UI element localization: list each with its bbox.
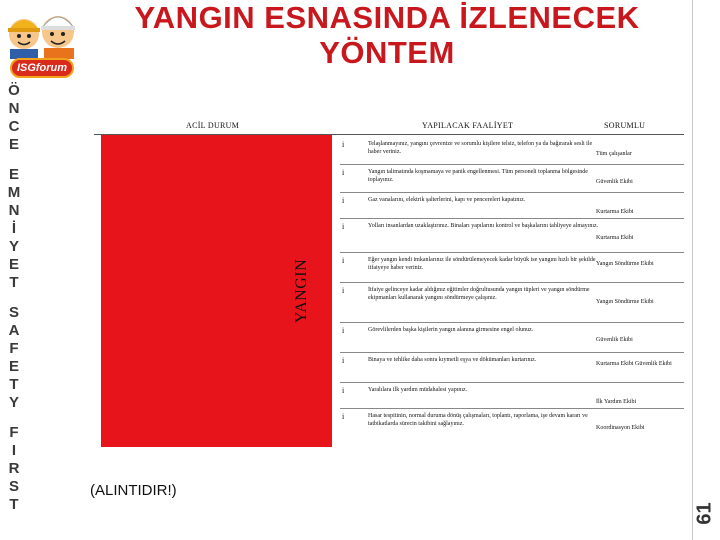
side-letter: E	[8, 136, 19, 153]
row-activity: Görevlilerden başka kişilerin yangın alanına girmesine engel olunuz.	[368, 327, 534, 333]
row-activity: Eğer yangın kendi imkanlarınız ile söndürülemeyecek kadar büyük ise yangını hızlı bir şekilde itfaiyeye haber veriniz.	[368, 257, 596, 271]
row-activity: Yaralılara ilk yardım müdahalesi yapınız.	[368, 387, 468, 393]
side-letter: R	[8, 460, 20, 477]
side-letter: Y	[8, 238, 19, 255]
row-bullet: i	[342, 196, 345, 205]
row-divider	[340, 382, 684, 383]
row-responsible: Güvenlik Ekibi	[596, 337, 633, 343]
isgforum-logo	[2, 2, 84, 80]
row-activity: Yangın talimatında koşmamaya ve panik engellenmesi. Tüm personeli toplanma bölgesinde toplayınız.	[368, 169, 588, 183]
row-divider	[340, 408, 684, 409]
workers-mascot-icon	[2, 2, 84, 62]
row-responsible: Koordinasyon Ekibi	[596, 425, 645, 431]
side-letter: A	[8, 322, 20, 339]
side-letter: N	[8, 202, 20, 219]
side-letter-gap	[4, 154, 24, 166]
header-acil-durum: ACİL DURUM	[186, 121, 240, 130]
row-responsible: Yangın Söndürme Ekibi	[596, 261, 654, 267]
row-responsible: Kurtarma Ekibi	[596, 235, 634, 241]
row-responsible: Kurtarma Ekibi Güvenlik Ekibi	[596, 361, 672, 367]
row-bullet: i	[342, 356, 345, 365]
row-bullet: i	[342, 222, 345, 231]
row-responsible: Güvenlik Ekibi	[596, 179, 633, 185]
row-divider	[340, 282, 684, 283]
row-bullet: i	[342, 140, 345, 149]
right-border-line	[692, 0, 693, 540]
row-activity: Binaya ve tehlike daha sonra kıymetli eşya ve dökümanları kurtarınız.	[368, 357, 537, 363]
row-bullet: i	[342, 386, 345, 395]
side-letter: E	[8, 256, 19, 273]
row-activity: Telaşlanmayınız, yangını çevrenize ve sorumlu kişilere telsiz, telefon ya da bağırarak sesli ile haber veriniz.	[368, 141, 593, 155]
row-bullet: i	[342, 168, 345, 177]
row-activity: Gaz vanalarını, elektrik şalterlerini, kapı ve pencereleri kapatınız.	[368, 197, 526, 203]
page-number-text: 61	[693, 501, 716, 525]
side-letter: E	[8, 166, 19, 183]
header-yapilacak-faaliyet: YAPILACAK FAALİYET	[422, 121, 514, 130]
row-divider	[340, 192, 684, 193]
logo-brand-text: ISGforum	[10, 58, 74, 78]
emergency-procedure-table	[94, 112, 684, 454]
row-responsible: Tüm çalışanlar	[596, 151, 632, 157]
side-letter: T	[9, 274, 19, 291]
row-divider	[340, 218, 684, 219]
side-letter: F	[9, 340, 19, 357]
title-line-2: YÖNTEM	[319, 35, 455, 70]
side-letter: Ö	[8, 82, 20, 99]
header-sorumlu: SORUMLU	[604, 121, 646, 130]
side-letter: N	[8, 100, 20, 117]
row-activity: Yolları insanlardan uzaklaştırınız. Binaları yapılarını kontrol ve başkalarını tahliyeye almayınız.	[368, 223, 599, 229]
side-vertical-text	[4, 82, 24, 514]
row-activity: İtfaiye gelinceye kadar aldığınız eğitimler doğrultusunda yangın tüpleri ve yangın söndürme ekipmanları kullanarak yangını söndürmeye çalışınız.	[368, 287, 590, 301]
side-letter: İ	[11, 220, 17, 237]
footer-note: (ALINTIDIR!)	[90, 482, 177, 499]
side-letter-gap	[4, 292, 24, 304]
side-letter: S	[8, 478, 19, 495]
row-responsible: İlk Yardım Ekibi	[596, 399, 637, 405]
column-gap	[332, 135, 340, 447]
page-number	[693, 490, 717, 536]
side-letter: S	[8, 304, 19, 321]
title-line-1: YANGIN ESNASINDA İZLENECEK	[134, 0, 640, 35]
row-divider	[340, 164, 684, 165]
row-bullet: i	[342, 412, 345, 421]
row-bullet: i	[342, 286, 345, 295]
row-responsible: Kurtarma Ekibi	[596, 209, 634, 215]
row-divider	[340, 352, 684, 353]
row-activity: Hasar tespitinin, normal duruma dönüş çalışmaları, toplantı, raporlama, işe devam kararı ve tatbikatlarda sürecin takibini sağlayınız.	[368, 413, 588, 427]
side-letter: T	[9, 376, 19, 393]
row-divider	[340, 252, 684, 253]
row-bullet: i	[342, 326, 345, 335]
side-letter: E	[8, 358, 19, 375]
category-label: YANGIN	[293, 258, 311, 324]
row-divider	[340, 322, 684, 323]
side-letter-gap	[4, 412, 24, 424]
side-letter: M	[7, 184, 21, 201]
side-letter: T	[9, 496, 19, 513]
row-responsible: Yangın Söndürme Ekibi	[596, 299, 654, 305]
page-title	[92, 0, 682, 70]
side-letter: I	[11, 442, 17, 459]
row-bullet: i	[342, 256, 345, 265]
side-letter: C	[8, 118, 20, 135]
category-label-wrap	[280, 135, 324, 447]
side-letter: Y	[8, 394, 19, 411]
side-letter: F	[9, 424, 19, 441]
